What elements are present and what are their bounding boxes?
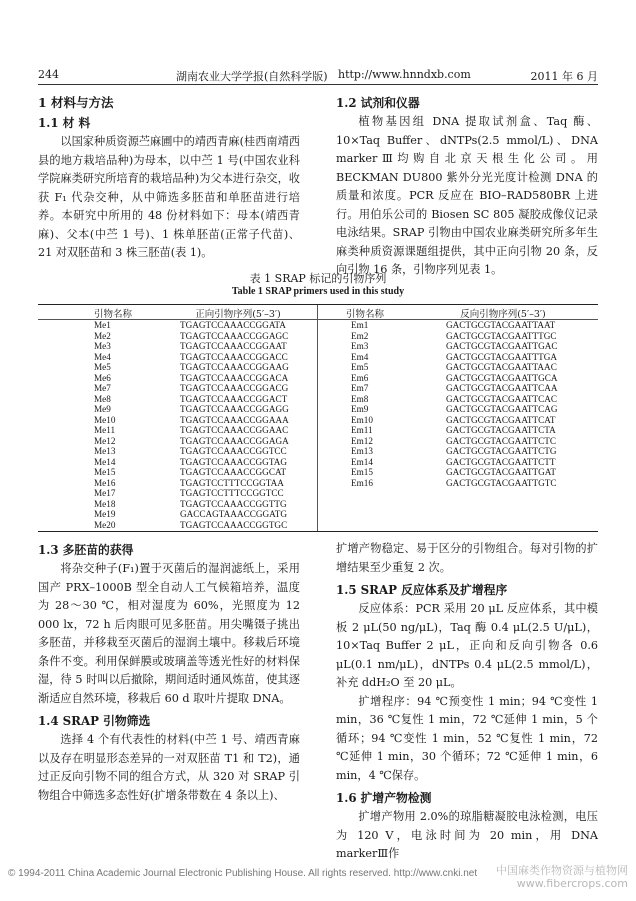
forward-name: Me1 <box>94 320 111 330</box>
forward-sequence: TGAGTCCAAACCGGAAC <box>180 425 289 435</box>
forward-sequence: TGAGTCCTTTCCGGTCC <box>180 488 284 498</box>
journal-url[interactable]: http://www.hnndxb.com <box>338 68 471 81</box>
page-number: 244 <box>38 68 59 81</box>
paragraph-primer-screening: 选择 4 个有代表性的材料(中苎 1 号、靖西青麻以及存在明显形态差异的一对双胚苗 T1 和 T2)，通过正反向引物不同的组合方式，从 320 对 SRAP 引物组合中筛选多态性好(扩增条带数在 4 条以上)、 <box>38 733 300 802</box>
forward-sequence: TGAGTCCAAACCGGACA <box>180 372 289 383</box>
reverse-name: Em14 <box>351 456 373 467</box>
forward-sequence: GACCAGTAAACCGGATG <box>180 509 287 519</box>
reverse-row <box>319 415 598 426</box>
reverse-row <box>319 362 598 373</box>
reverse-primer-list <box>319 320 598 488</box>
reverse-row <box>319 383 598 394</box>
forward-sequence: TGAGTCCAAACCGGAAT <box>180 341 287 351</box>
forward-row <box>38 331 317 342</box>
reverse-name: Em8 <box>351 393 369 404</box>
header-reverse-seq: 反向引物序列(5′–3′) <box>460 309 546 320</box>
forward-sequence: TGAGTCCAAACCGGATA <box>180 320 286 330</box>
paragraph-amplification: 扩增程序：94 ℃预变性 1 min；94 ℃变性 1 min，36 ℃复性 1 min，72 ℃延伸 1 min，5 个循环；94 ℃变性 1 min，52 ℃复性 1 min，72 ℃延伸 1 min，30 个循环；72 ℃延伸 1 min，6 min，4 ℃保存。 <box>336 694 598 782</box>
subsection-1-6: 1.6 扩增产物检测 <box>336 791 432 805</box>
forward-sequence: TGAGTCCAAACCGGAAA <box>180 414 289 425</box>
reverse-row <box>319 457 598 468</box>
forward-row <box>38 415 317 426</box>
table-header-row <box>38 305 598 320</box>
forward-name: Me4 <box>94 351 111 362</box>
reverse-name: Em3 <box>351 341 369 351</box>
subsection-1-3: 1.3 多胚苗的获得 <box>38 543 134 557</box>
table-divider <box>317 305 318 531</box>
forward-row <box>38 373 317 384</box>
reverse-sequence: GACTGCGTACGAATTGCA <box>446 372 558 383</box>
reverse-sequence: GACTGCGTACGAATTCAT <box>446 414 556 425</box>
forward-sequence: TGAGTCCAAACCGGCAT <box>180 467 287 477</box>
subsection-1-1: 1.1 材 料 <box>38 116 91 130</box>
reverse-sequence: GACTGCGTACGAATTCAC <box>446 393 558 404</box>
reverse-name: Em1 <box>351 320 369 330</box>
reverse-name: Em12 <box>351 435 373 446</box>
reverse-row <box>319 373 598 384</box>
reverse-name: Em2 <box>351 330 369 341</box>
forward-row <box>38 394 317 405</box>
forward-row <box>38 446 317 457</box>
forward-row <box>38 352 317 363</box>
watermark-line1: 中国麻类作物资源与植物网 <box>496 864 628 877</box>
forward-row <box>38 341 317 352</box>
reverse-name: Em10 <box>351 414 373 425</box>
reverse-name: Em7 <box>351 383 369 393</box>
right-column-top <box>336 93 598 280</box>
header-forward-seq: 正向引物序列(5′–3′) <box>195 309 281 320</box>
reverse-sequence: GACTGCGTACGAATTCTA <box>446 425 556 435</box>
reverse-row <box>319 341 598 352</box>
paragraph-reaction-system: 反应体系：PCR 采用 20 μL 反应体系，其中模板 2 μL(50 ng/μL)，Taq 酶 0.4 μL(2.5 U/μL)，10×Taq Buffer 2 μL，正向和反向引物各 0.6 μL(0.1 nm/μL)，dNTPs 0.4 μL(2.5 mmol/L)，补充 ddH₂O 至 20 μL。 <box>336 602 598 689</box>
reverse-row <box>319 320 598 331</box>
reverse-sequence: GACTGCGTACGAATTTGA <box>446 351 558 362</box>
forward-row <box>38 509 317 520</box>
reverse-row <box>319 331 598 342</box>
forward-sequence: TGAGTCCAAACCGGAGA <box>180 435 289 446</box>
forward-sequence: TGAGTCCAAACCGGTTG <box>180 498 287 509</box>
forward-name: Me3 <box>94 341 111 351</box>
primer-table <box>38 304 598 532</box>
reverse-row <box>319 436 598 447</box>
forward-row <box>38 383 317 394</box>
table-caption-cn: 表 1 SRAP 标记的引物序列 <box>249 272 387 285</box>
forward-name: Me17 <box>94 488 116 498</box>
paragraph-screening-continued: 扩增产物稳定、易于区分的引物组合。每对引物的扩增结果至少重复 2 次。 <box>336 542 598 574</box>
forward-name: Me6 <box>94 372 111 383</box>
reverse-sequence: GACTGCGTACGAATTTGC <box>446 330 557 341</box>
forward-row <box>38 320 317 331</box>
reverse-row <box>319 404 598 415</box>
reverse-sequence: GACTGCGTACGAATTCTT <box>446 456 556 467</box>
header-forward-name: 引物名称 <box>93 309 132 320</box>
reverse-name: Em16 <box>351 477 373 488</box>
forward-row <box>38 457 317 468</box>
reverse-sequence: GACTGCGTACGAATTCTC <box>446 435 557 446</box>
forward-name: Me11 <box>94 425 116 435</box>
header-reverse-name: 引物名称 <box>345 309 384 320</box>
forward-row <box>38 478 317 489</box>
left-column-top <box>38 93 300 263</box>
forward-row <box>38 499 317 510</box>
watermark <box>496 864 628 890</box>
reverse-row <box>319 467 598 478</box>
reverse-sequence: GACTGCGTACGAATTGAT <box>446 467 557 477</box>
forward-sequence: TGAGTCCTTTCCGGTAA <box>180 477 284 488</box>
reverse-sequence: GACTGCGTACGAATTCAG <box>446 404 558 414</box>
forward-name: Me9 <box>94 404 111 414</box>
reverse-sequence: GACTGCGTACGAATTGTC <box>446 477 557 488</box>
forward-row <box>38 520 317 531</box>
forward-name: Me8 <box>94 393 111 404</box>
forward-sequence: TGAGTCCAAACCGGTGC <box>180 519 288 530</box>
forward-sequence: TGAGTCCAAACCGGAGC <box>180 330 289 341</box>
forward-row <box>38 425 317 436</box>
forward-sequence: TGAGTCCAAACCGGACG <box>180 383 289 393</box>
forward-name: Me7 <box>94 383 111 393</box>
forward-name: Me13 <box>94 446 116 456</box>
forward-name: Me16 <box>94 477 116 488</box>
reverse-sequence: GACTGCGTACGAATTCTG <box>446 446 557 456</box>
reverse-name: Em13 <box>351 446 373 456</box>
copyright-footer: © 1994-2011 China Academic Journal Electronic Publishing House. All rights reserved. http://www.cnki.net <box>8 868 478 879</box>
forward-sequence: TGAGTCCAAACCGGTCC <box>180 446 287 456</box>
watermark-line2: www.fibercrops.com <box>516 877 628 890</box>
reverse-sequence: GACTGCGTACGAATTCAA <box>446 383 558 393</box>
forward-row <box>38 404 317 415</box>
reverse-row <box>319 425 598 436</box>
reverse-name: Em11 <box>351 425 373 435</box>
forward-primer-list <box>38 320 317 530</box>
journal-name: 湖南农业大学学报(自然科学版) <box>176 70 328 83</box>
forward-sequence: TGAGTCCAAACCGGTAG <box>180 456 287 467</box>
forward-name: Me18 <box>94 498 116 509</box>
forward-row <box>38 436 317 447</box>
reverse-name: Em5 <box>351 362 369 372</box>
forward-sequence: TGAGTCCAAACCGGAGG <box>180 404 289 414</box>
reverse-name: Em4 <box>351 351 369 362</box>
forward-name: Me5 <box>94 362 111 372</box>
forward-name: Me15 <box>94 467 116 477</box>
table-caption-en: Table 1 SRAP primers used in this study <box>231 286 405 297</box>
reverse-sequence: GACTGCGTACGAATTGAC <box>446 341 558 351</box>
forward-name: Me19 <box>94 509 116 519</box>
paragraph-materials: 以国家种质资源苎麻圃中的靖西青麻(桂西南靖西县的地方栽培品种)为母本，以中苎 1 号(中国农业科学院麻类研究所培育的栽培品种)为父本进行杂交，收获 F₁ 代杂交种，从中筛选多胚苗和单胚苗进行培养。本研究中所用的 48 份材料如下：母本(靖西青麻)、父本(中苎 1 号)、1 株单胚苗(正常子代苗)、21 对双胚苗和 3 株三胚苗(表 1)。 <box>38 135 300 259</box>
forward-row <box>38 362 317 373</box>
reverse-name: Em6 <box>351 372 369 383</box>
subsection-1-4: 1.4 SRAP 引物筛选 <box>38 714 151 728</box>
reverse-sequence: GACTGCGTACGAATTAAC <box>446 362 557 372</box>
paragraph-reagents: 植物基因组 DNA 提取试剂盒、Taq 酶、10×Taq Buffer、dNTPs(2.5 mmol/L)、DNA markerⅢ均购自北京天根生化公司。用 BECKMAN DU800 紫外分光光度计检测 DNA 的质量和浓度。PCR 反应在 BIO–RAD580BR 上进行。用伯乐公司的 Biosen SC 805 凝胶成像仪记录电泳结果。SRAP 引物由中国农业麻类研究所多年生麻类种质资源课题组提供，其中正向引物 20 条，反向引物 16 条，引物序列见表 1。 <box>336 115 598 276</box>
running-header <box>38 66 598 85</box>
left-column-bottom <box>38 540 300 805</box>
subsection-1-2: 1.2 试剂和仪器 <box>336 96 420 110</box>
reverse-name: Em15 <box>351 467 373 477</box>
forward-name: Me10 <box>94 414 116 425</box>
reverse-row <box>319 394 598 405</box>
reverse-row <box>319 478 598 489</box>
right-column-bottom <box>336 540 598 864</box>
reverse-name: Em9 <box>351 404 369 414</box>
reverse-row <box>319 446 598 457</box>
forward-name: Me2 <box>94 330 111 341</box>
reverse-sequence: GACTGCGTACGAATTAAT <box>446 320 556 330</box>
issue-date: 2011 年 6 月 <box>530 70 598 83</box>
subsection-1-5: 1.5 SRAP 反应体系及扩增程序 <box>336 583 508 597</box>
forward-name: Me12 <box>94 435 116 446</box>
forward-row <box>38 467 317 478</box>
forward-name: Me14 <box>94 456 116 467</box>
forward-sequence: TGAGTCCAAACCGGACT <box>180 393 288 404</box>
section-heading-1: 1 材料与方法 <box>38 95 114 110</box>
forward-sequence: TGAGTCCAAACCGGACC <box>180 351 288 362</box>
forward-name: Me20 <box>94 519 116 530</box>
reverse-row <box>319 352 598 363</box>
paragraph-detection: 扩增产物用 2.0%的琼脂糖凝胶电泳检测，电压为 120 V，电泳时间为 20 min，用 DNA markerⅢ作 <box>336 810 598 860</box>
paragraph-multiembryo: 将杂交种子(F₁)置于灭菌后的湿润滤纸上，采用国产 PRX–1000B 型全自动人工气候箱培养，温度为 28～30 ℃，相对湿度为 60%，光照度为 12 000 lx，72 h 后肉眼可见多胚苗。用尖嘴镊子挑出多胚苗，并移栽至灭菌后的湿润土壤中。移栽后环境条件不变。利用保鲜膜或玻璃盖等透光性好的材料保湿，待 5 时叫以后撤除，期间适时通风炼苗，使其逐渐适应自然环境，移栽后 60 d 取叶片提取 DNA。 <box>38 562 300 705</box>
forward-sequence: TGAGTCCAAACCGGAAG <box>180 362 289 372</box>
forward-row <box>38 488 317 499</box>
